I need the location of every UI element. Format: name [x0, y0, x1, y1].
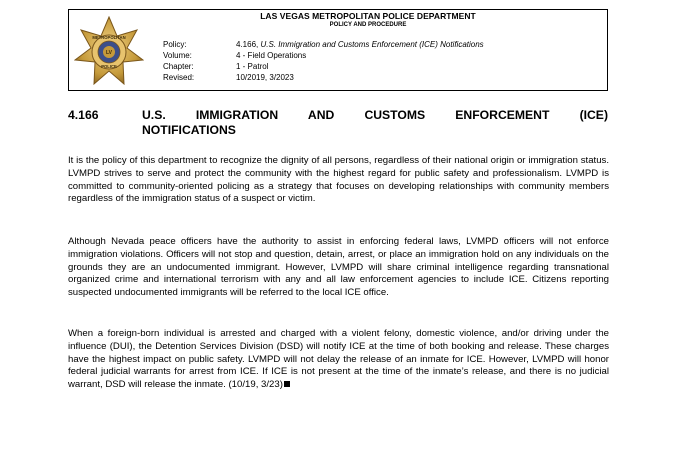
policy-paragraph-3-text: When a foreign-born individual is arrested and charged with a violent felony, domestic violence, and/or driving under the influence (DUI), the Detention Services Division (DSD) will notify ICE at the time of both booking and release. These charges have the highest impact on public safety. LVMPD will not delay the release of an inmate for ICE. However, LVMPD will honor federal judicial warrants for arrest from ICE. If ICE is not present at the time of the inmate’s release, and there is no judicial warrant, DSD will release the inmate. (10/19, 3/23) [68, 328, 609, 391]
chapter-label: Chapter: [163, 62, 194, 71]
policy-title: U.S. Immigration and Customs Enforcement (ICE) Notifications [260, 40, 484, 49]
volume-label: Volume: [163, 51, 192, 60]
revised-value: 10/2019, 3/2023 [236, 73, 294, 82]
section-number: 4.166 [68, 108, 99, 122]
section-title-line1: U.S. IMMIGRATION AND CUSTOMS ENFORCEMENT (ICE) [142, 108, 608, 122]
badge-text-center: LV [105, 50, 113, 56]
policy-label: Policy: [163, 40, 187, 49]
revised-row [163, 72, 484, 83]
chapter-value: 1 - Patrol [236, 62, 269, 71]
policy-number: 4.166, [236, 40, 259, 49]
end-of-section-mark [284, 381, 290, 387]
volume-value: 4 - Field Operations [236, 51, 307, 60]
policy-row [163, 39, 484, 50]
badge-text-bottom: POLICE [101, 64, 117, 69]
policy-metadata [163, 39, 484, 83]
badge-text-top: METROPOLITAN [92, 35, 126, 40]
revised-label: Revised: [163, 73, 195, 82]
policy-paragraph-1: It is the policy of this department to recognize the dignity of all persons, regardless of their national origin or immigration status. LVMPD strives to serve and protect the community with the highest regard for public safety and professionalism. LVMPD is committed to community-oriented policing as a strategy that focuses on developing relationships with community members regardless of the immigration status of a suspect or victim. [68, 155, 609, 205]
policy-paragraph-3 [68, 328, 609, 392]
section-title-line2: NOTIFICATIONS [142, 123, 236, 137]
policy-header [68, 9, 608, 91]
policy-and-procedure-label: POLICY AND PROCEDURE [329, 22, 407, 28]
chapter-row [163, 61, 484, 72]
policy-paragraph-2: Although Nevada peace officers have the authority to assist in enforcing federal laws, LVMPD officers will not enforce immigration violations. Officers will not stop and question, detain, arrest, or place an immigration hold on any individuals on the grounds they are an undocumented immigrant. However, LVMPD will share criminal intelligence regarding transnational organized crime and international terrorism with any and all law enforcement agencies to include ICE. Citizens reporting suspected undocumented immigrants will be referred to the local ICE office. [68, 236, 609, 299]
department-name: LAS VEGAS METROPOLITAN POLICE DEPARTMENT [260, 11, 476, 21]
volume-row [163, 50, 484, 61]
